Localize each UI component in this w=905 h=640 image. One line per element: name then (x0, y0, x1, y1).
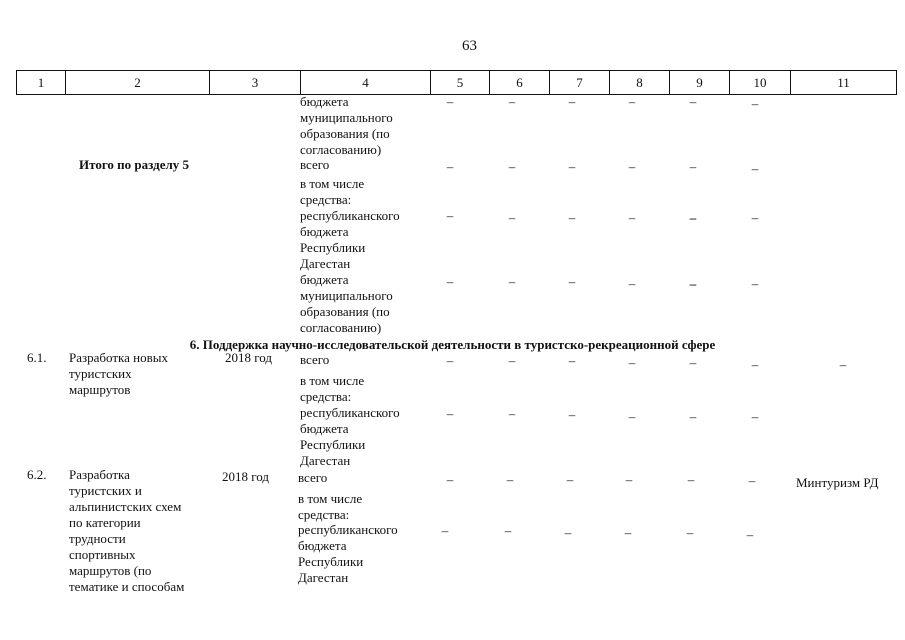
dash: – (687, 472, 695, 487)
dash: – (568, 353, 576, 368)
dash: – (568, 407, 576, 422)
dash: – (568, 274, 576, 289)
text-line: Дагестан (300, 453, 351, 468)
dash: – (568, 94, 576, 109)
dash: – (628, 409, 636, 424)
header-col-1: 1 (17, 71, 66, 94)
row61-incl-text (300, 373, 364, 405)
text-line: тематике и способам (69, 579, 185, 594)
dash: – (746, 527, 754, 542)
text-line: туристских (69, 366, 132, 381)
text-line: согласованию) (300, 142, 382, 157)
dash: – (628, 276, 636, 291)
header-col-7: 7 (550, 71, 610, 94)
top-muni-budget-text (300, 94, 393, 158)
row62-vsego: всего (298, 470, 328, 485)
header-col-10: 10 (730, 71, 791, 94)
dash: – (689, 210, 697, 225)
dash: – (446, 159, 454, 174)
dash: – (628, 94, 636, 109)
text-line: согласованию) (300, 320, 382, 335)
dash: – (508, 94, 516, 109)
row62-name (69, 467, 184, 595)
dash: – (508, 210, 516, 225)
row62-year: 2018 год (222, 469, 269, 484)
text-line: муниципального (300, 110, 393, 125)
text-line: альпинистских схем (69, 499, 182, 514)
dash: – (508, 159, 516, 174)
dash: – (751, 357, 759, 372)
dash: – (564, 525, 572, 540)
total-muni-budget-text (300, 272, 393, 336)
dash: – (689, 355, 697, 370)
text-line: муниципального (300, 288, 393, 303)
dash: – (504, 523, 512, 538)
row61-vsego: всего (300, 352, 330, 367)
text-line: трудности (69, 531, 126, 546)
dash: – (625, 472, 633, 487)
dash: – (751, 210, 759, 225)
text-line: образования (по (300, 126, 390, 141)
dash: – (628, 210, 636, 225)
text-line: средства: (300, 389, 352, 404)
dash: – (624, 525, 632, 540)
dash: – (839, 357, 847, 372)
row62-executor: Минтуризм РД (796, 475, 879, 490)
table-header-row (16, 70, 897, 95)
header-col-2: 2 (66, 71, 210, 94)
dash: – (446, 94, 454, 109)
text-line: туристских и (69, 483, 142, 498)
header-col-3: 3 (210, 71, 301, 94)
header-col-8: 8 (610, 71, 670, 94)
total-vsego: всего (300, 157, 330, 172)
row62-incl-text (298, 491, 362, 523)
dash: – (446, 353, 454, 368)
dash: – (446, 274, 454, 289)
dash: – (751, 96, 759, 111)
row61-rep-budget-text (300, 405, 400, 469)
dash: – (689, 94, 697, 109)
text-line: Республики (298, 554, 364, 569)
row62-number: 6.2. (27, 467, 47, 482)
total-rep-budget-text (300, 208, 400, 272)
dash: – (568, 159, 576, 174)
dash: – (446, 208, 454, 223)
header-col-4: 4 (301, 71, 431, 94)
text-line: Республики (300, 240, 366, 255)
dash: – (748, 473, 756, 488)
text-line: республиканского (300, 405, 400, 420)
dash: – (751, 276, 759, 291)
dash: – (628, 355, 636, 370)
dash: – (446, 406, 454, 421)
page-number: 63 (462, 38, 477, 54)
text-line: средства: (300, 192, 352, 207)
text-line: Дагестан (298, 570, 349, 585)
text-line: Разработка новых (69, 350, 168, 365)
dash: – (506, 472, 514, 487)
text-line: Республики (300, 437, 366, 452)
text-line: в том числе (298, 491, 363, 506)
row61-year: 2018 год (225, 350, 272, 365)
text-line: маршрутов (по (69, 563, 152, 578)
text-line: бюджета (300, 421, 349, 436)
dash: – (751, 161, 759, 176)
text-line: Дагестан (300, 256, 351, 271)
text-line: образования (по (300, 304, 390, 319)
text-line: бюджета (300, 94, 349, 109)
dash: – (508, 353, 516, 368)
header-col-6: 6 (490, 71, 550, 94)
row61-name (69, 350, 168, 398)
text-line: средства: (298, 507, 350, 522)
row62-rep-budget-text (298, 522, 398, 586)
dash: – (751, 409, 759, 424)
dash: – (566, 472, 574, 487)
total-incl-text (300, 176, 364, 208)
text-line: в том числе (300, 176, 365, 191)
dash: – (508, 274, 516, 289)
dash: – (628, 159, 636, 174)
text-line: Разработка (69, 467, 130, 482)
text-line: бюджета (300, 224, 349, 239)
text-line: бюджета (298, 538, 347, 553)
dash: – (689, 159, 697, 174)
total-section5-label: Итого по разделу 5 (79, 157, 190, 172)
dash: – (568, 210, 576, 225)
dash: – (686, 525, 694, 540)
header-col-9: 9 (670, 71, 730, 94)
dash: – (508, 406, 516, 421)
row61-number: 6.1. (27, 350, 47, 365)
header-col-11: 11 (837, 75, 850, 90)
text-line: бюджета (300, 272, 349, 287)
text-line: маршрутов (69, 382, 131, 397)
section6-title: 6. Поддержка научно-исследовательской деятельности в туристско-рекреационной сфере (189, 337, 716, 352)
dash: – (446, 472, 454, 487)
text-line: спортивных (69, 547, 136, 562)
text-line: республиканского (298, 522, 398, 537)
text-line: по категории (69, 515, 141, 530)
text-line: в том числе (300, 373, 365, 388)
dash: – (689, 409, 697, 424)
dash: – (441, 523, 449, 538)
dash: – (689, 276, 697, 291)
header-col-5: 5 (431, 71, 490, 94)
text-line: республиканского (300, 208, 400, 223)
